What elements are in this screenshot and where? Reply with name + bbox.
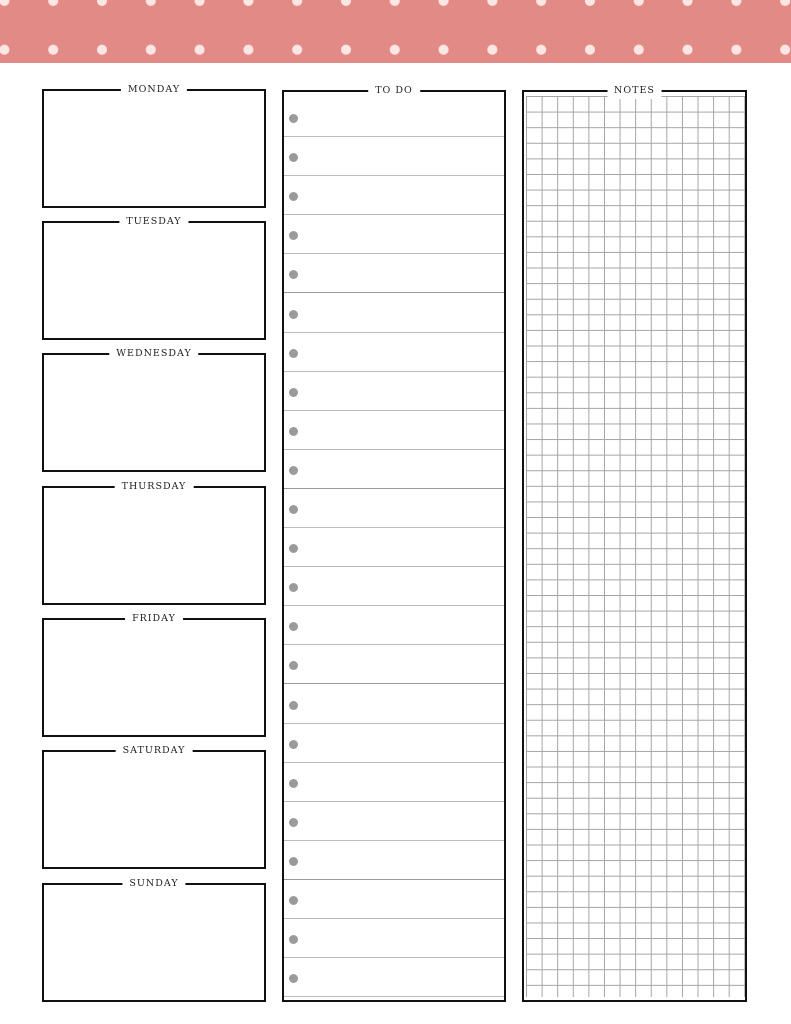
todo-title: TO DO [368,83,420,99]
day-box-wednesday[interactable] [42,348,266,472]
todo-item[interactable] [284,176,504,215]
bullet-dot-icon [289,270,298,279]
todo-item[interactable] [284,528,504,567]
day-label-tuesday: TUESDAY [119,214,188,230]
day-box-saturday[interactable] [42,745,266,869]
day-box-tuesday[interactable] [42,216,266,340]
day-label-sunday: SUNDAY [122,876,185,892]
todo-item[interactable] [284,763,504,802]
bullet-dot-icon [289,231,298,240]
bullet-dot-icon [289,779,298,788]
todo-item[interactable] [284,450,504,489]
notes-graph-grid [526,96,745,997]
todo-item[interactable] [284,411,504,450]
bullet-dot-icon [289,740,298,749]
bullet-dot-icon [289,622,298,631]
bullet-dot-icon [289,388,298,397]
day-label-thursday: THURSDAY [115,479,194,495]
bullet-dot-icon [289,349,298,358]
todo-item[interactable] [284,606,504,645]
todo-item[interactable] [284,645,504,684]
bullet-dot-icon [289,818,298,827]
todo-item[interactable] [284,567,504,606]
bullet-dot-icon [289,114,298,123]
bullet-dot-icon [289,974,298,983]
todo-item[interactable] [284,215,504,254]
bullet-dot-icon [289,310,298,319]
day-label-saturday: SATURDAY [116,743,193,759]
todo-box [282,85,506,1002]
todo-item[interactable] [284,685,504,724]
day-box-sunday[interactable] [42,878,266,1002]
bullet-dot-icon [289,661,298,670]
day-label-friday: FRIDAY [125,611,183,627]
todo-item[interactable] [284,294,504,333]
bullet-dot-icon [289,896,298,905]
bullet-dot-icon [289,544,298,553]
todo-item[interactable] [284,841,504,880]
todo-item[interactable] [284,137,504,176]
bullet-dot-icon [289,466,298,475]
todo-item[interactable] [284,724,504,763]
notes-title: NOTES [607,83,662,99]
todo-item[interactable] [284,372,504,411]
bullet-dot-icon [289,857,298,866]
day-box-friday[interactable] [42,613,266,737]
day-label-monday: MONDAY [121,82,187,98]
bullet-dot-icon [289,701,298,710]
bullet-dot-icon [289,427,298,436]
todo-item[interactable] [284,802,504,841]
todo-item[interactable] [284,489,504,528]
todo-item[interactable] [284,254,504,293]
notes-box[interactable] [522,85,747,1002]
day-box-monday[interactable] [42,84,266,208]
todo-item[interactable] [284,880,504,919]
bullet-dot-icon [289,505,298,514]
bullet-dot-icon [289,583,298,592]
todo-item[interactable] [284,919,504,958]
day-box-thursday[interactable] [42,481,266,605]
day-label-wednesday: WEDNESDAY [109,346,198,362]
polka-dot-header-banner [0,0,791,63]
bullet-dot-icon [289,935,298,944]
todo-item[interactable] [284,333,504,372]
bullet-dot-icon [289,153,298,162]
todo-item[interactable] [284,958,504,997]
bullet-dot-icon [289,192,298,201]
todo-item[interactable] [284,98,504,137]
